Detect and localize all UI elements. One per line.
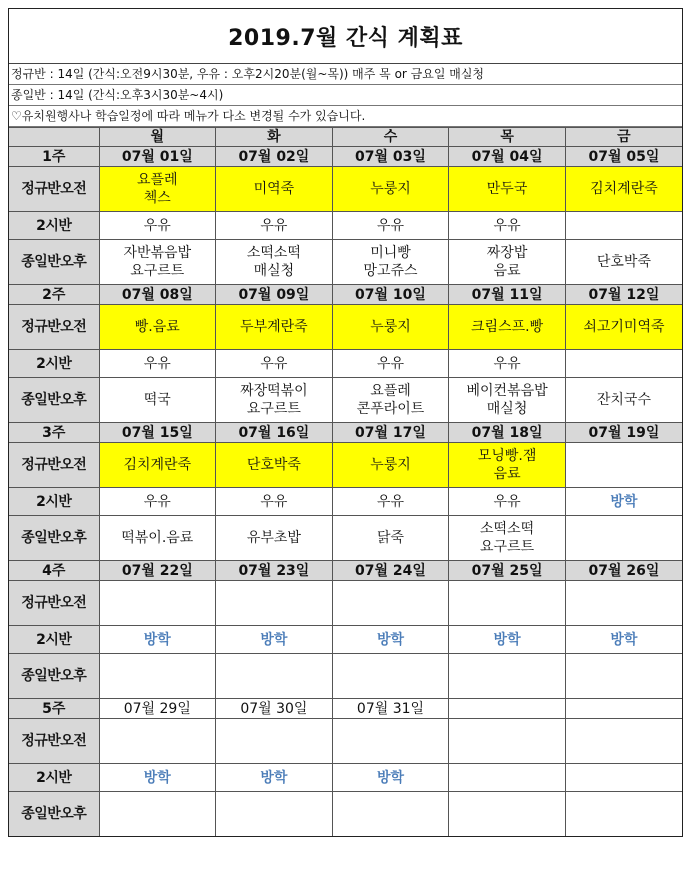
menu-cell <box>332 167 449 212</box>
menu-text: 누룽지 <box>370 457 411 473</box>
date-cell: 07월 18일 <box>449 423 566 443</box>
menu-cell <box>449 654 566 699</box>
corner-cell <box>9 128 99 147</box>
menu-text: 첵스 <box>143 190 171 206</box>
menu-text: 쇠고기미역죽 <box>583 319 665 335</box>
menu-cell <box>449 305 566 350</box>
menu-cell <box>565 305 682 350</box>
two-oclock-row <box>9 764 682 792</box>
menu-cell <box>332 626 449 654</box>
row-label: 종일반오후 <box>9 378 99 423</box>
menu-cell <box>332 488 449 516</box>
menu-text: 우유 <box>493 493 521 510</box>
row-label: 정규반오전 <box>9 581 99 626</box>
menu-text: 미역죽 <box>253 181 295 197</box>
date-cell: 07월 31일 <box>332 699 449 719</box>
menu-text: 우유 <box>143 217 171 234</box>
menu-cell <box>99 626 216 654</box>
menu-text: 떡국 <box>143 392 171 408</box>
week-label: 2주 <box>9 285 99 305</box>
morning-snack-row <box>9 719 682 764</box>
date-cell: 07월 17일 <box>332 423 449 443</box>
menu-cell <box>449 581 566 626</box>
menu-cell <box>449 167 566 212</box>
menu-cell <box>565 654 682 699</box>
menu-cell <box>99 305 216 350</box>
week-label: 5주 <box>9 699 99 719</box>
menu-text: 유부초밥 <box>246 530 301 546</box>
menu-cell <box>332 764 449 792</box>
menu-cell <box>565 350 682 378</box>
menu-text: 크림스프.빵 <box>471 319 544 335</box>
menu-text: 방학 <box>143 769 171 786</box>
menu-cell <box>99 719 216 764</box>
date-cell: 07월 01일 <box>99 147 216 167</box>
row-label: 종일반오후 <box>9 240 99 285</box>
date-cell: 07월 19일 <box>565 423 682 443</box>
menu-cell <box>565 212 682 240</box>
menu-text: 우유 <box>260 355 288 372</box>
menu-text: 모닝빵.잼 <box>477 448 537 464</box>
afternoon-snack-row <box>9 516 682 561</box>
menu-cell <box>332 581 449 626</box>
morning-snack-row <box>9 305 682 350</box>
row-label: 종일반오후 <box>9 516 99 561</box>
menu-cell <box>99 654 216 699</box>
menu-cell <box>449 764 566 792</box>
snack-plan-table <box>9 127 682 836</box>
menu-text: 우유 <box>143 355 171 372</box>
menu-text: 짜장떡볶이 <box>240 383 308 399</box>
menu-text: 요구르트 <box>480 539 535 555</box>
menu-text: 방학 <box>610 493 638 510</box>
menu-cell <box>216 626 333 654</box>
menu-cell <box>449 488 566 516</box>
menu-text: 단호박죽 <box>246 457 301 473</box>
date-cell: 07월 10일 <box>332 285 449 305</box>
row-label: 정규반오전 <box>9 719 99 764</box>
menu-cell <box>565 167 682 212</box>
menu-cell <box>99 516 216 561</box>
menu-cell <box>565 240 682 285</box>
menu-text: 우유 <box>376 493 405 510</box>
menu-cell <box>99 240 216 285</box>
week-row <box>9 699 682 719</box>
week-row <box>9 561 682 581</box>
week-row <box>9 285 682 305</box>
menu-cell <box>216 240 333 285</box>
menu-cell <box>99 350 216 378</box>
week-label: 1주 <box>9 147 99 167</box>
menu-cell <box>216 350 333 378</box>
menu-cell <box>332 516 449 561</box>
menu-cell <box>332 792 449 837</box>
info-line-notice: ♡유치원행사나 학습일정에 따라 메뉴가 다소 변경될 수가 있습니다. <box>9 106 682 127</box>
date-cell: 07월 03일 <box>332 147 449 167</box>
menu-cell <box>449 792 566 837</box>
menu-text: 방학 <box>610 631 638 648</box>
menu-cell <box>565 626 682 654</box>
menu-text: 우유 <box>376 355 405 372</box>
menu-text: 만두국 <box>486 181 528 197</box>
menu-text: 우유 <box>143 493 171 510</box>
afternoon-snack-row <box>9 654 682 699</box>
row-label: 종일반오후 <box>9 792 99 837</box>
day-header-fri: 금 <box>565 128 682 147</box>
date-cell: 07월 11일 <box>449 285 566 305</box>
menu-cell <box>216 719 333 764</box>
menu-cell <box>565 443 682 488</box>
menu-cell <box>449 350 566 378</box>
menu-cell <box>216 654 333 699</box>
date-cell: 07월 30일 <box>216 699 333 719</box>
afternoon-snack-row <box>9 792 682 837</box>
date-cell <box>449 699 566 719</box>
menu-cell <box>216 378 333 423</box>
menu-cell <box>332 212 449 240</box>
menu-text: 자반볶음밥 <box>123 245 192 261</box>
menu-cell <box>449 212 566 240</box>
menu-text: 방학 <box>493 631 521 648</box>
date-cell: 07월 09일 <box>216 285 333 305</box>
menu-text: 소떡소떡 <box>480 521 535 537</box>
date-cell <box>565 699 682 719</box>
date-cell: 07월 04일 <box>449 147 566 167</box>
date-cell: 07월 08일 <box>99 285 216 305</box>
day-header-row <box>9 128 682 147</box>
menu-text: 방학 <box>143 631 171 648</box>
menu-cell <box>332 350 449 378</box>
date-cell: 07월 12일 <box>565 285 682 305</box>
week-label: 4주 <box>9 561 99 581</box>
row-label: 2시반 <box>9 626 99 654</box>
day-header-tue: 화 <box>216 128 333 147</box>
snack-plan-sheet <box>8 8 683 837</box>
menu-cell <box>449 240 566 285</box>
menu-text: 잔치국수 <box>596 392 651 408</box>
menu-text: 매실청 <box>253 263 295 279</box>
menu-text: 두부계란죽 <box>240 319 308 335</box>
menu-text: 단호박죽 <box>596 254 651 270</box>
date-cell: 07월 26일 <box>565 561 682 581</box>
menu-text: 방학 <box>376 769 405 786</box>
menu-text: 누룽지 <box>370 319 411 335</box>
row-label: 2시반 <box>9 350 99 378</box>
row-label: 정규반오전 <box>9 443 99 488</box>
date-cell: 07월 16일 <box>216 423 333 443</box>
info-line-fullday: 종일반 : 14일 (간식:오후3시30분~4시) <box>9 85 682 106</box>
menu-cell <box>216 305 333 350</box>
menu-cell <box>216 167 333 212</box>
menu-text: 방학 <box>376 631 405 648</box>
menu-cell <box>565 792 682 837</box>
two-oclock-row <box>9 350 682 378</box>
day-header-wed: 수 <box>332 128 449 147</box>
morning-snack-row <box>9 443 682 488</box>
morning-snack-row <box>9 581 682 626</box>
two-oclock-row <box>9 212 682 240</box>
date-cell: 07월 29일 <box>99 699 216 719</box>
menu-cell <box>216 488 333 516</box>
date-cell: 07월 05일 <box>565 147 682 167</box>
menu-text: 우유 <box>493 217 521 234</box>
afternoon-snack-row <box>9 378 682 423</box>
menu-text: 요구르트 <box>246 401 301 417</box>
menu-text: 우유 <box>260 217 288 234</box>
menu-cell <box>216 212 333 240</box>
menu-cell <box>565 581 682 626</box>
menu-cell <box>449 443 566 488</box>
day-header-thu: 목 <box>449 128 566 147</box>
menu-text: 소떡소떡 <box>246 245 301 261</box>
date-cell: 07월 02일 <box>216 147 333 167</box>
menu-text: 방학 <box>260 631 288 648</box>
menu-text: 방학 <box>260 769 288 786</box>
menu-text: 우유 <box>493 355 521 372</box>
title-row <box>9 9 682 64</box>
menu-cell <box>565 378 682 423</box>
menu-cell <box>99 764 216 792</box>
menu-text: 김치계란죽 <box>590 181 658 197</box>
menu-cell <box>99 488 216 516</box>
menu-cell <box>332 719 449 764</box>
week-label: 3주 <box>9 423 99 443</box>
menu-cell <box>99 581 216 626</box>
menu-text: 망고쥬스 <box>363 263 418 279</box>
menu-text: 짜장밥 <box>486 245 528 261</box>
menu-cell <box>565 516 682 561</box>
row-label: 종일반오후 <box>9 654 99 699</box>
date-cell: 07월 24일 <box>332 561 449 581</box>
menu-text: 김치계란죽 <box>123 457 192 473</box>
menu-cell <box>99 167 216 212</box>
menu-cell <box>449 378 566 423</box>
menu-text: 누룽지 <box>370 181 411 197</box>
menu-text: 우유 <box>376 217 405 234</box>
row-label: 정규반오전 <box>9 305 99 350</box>
morning-snack-row <box>9 167 682 212</box>
two-oclock-row <box>9 488 682 516</box>
menu-cell <box>216 516 333 561</box>
menu-text: 요플레 <box>370 383 411 399</box>
menu-cell <box>449 626 566 654</box>
menu-cell <box>565 764 682 792</box>
menu-text: 요플레 <box>137 172 178 188</box>
info-line-regular: 정규반 : 14일 (간식:오전9시30분, 우유 : 오후2시20분(월~목)) 매주 목 or 금요일 매실청 <box>9 64 682 85</box>
menu-text: 베이컨볶음밥 <box>466 383 548 399</box>
menu-text: 음료 <box>493 466 521 482</box>
menu-cell <box>216 792 333 837</box>
date-cell: 07월 22일 <box>99 561 216 581</box>
row-label: 2시반 <box>9 488 99 516</box>
menu-cell <box>216 443 333 488</box>
afternoon-snack-row <box>9 240 682 285</box>
date-cell: 07월 25일 <box>449 561 566 581</box>
row-label: 정규반오전 <box>9 167 99 212</box>
day-header-mon: 월 <box>99 128 216 147</box>
menu-cell <box>332 378 449 423</box>
menu-cell <box>99 212 216 240</box>
menu-cell <box>216 764 333 792</box>
menu-text: 요구르트 <box>130 263 185 279</box>
menu-text: 닭죽 <box>376 530 405 546</box>
menu-cell <box>449 719 566 764</box>
snack-plan-body <box>9 128 682 837</box>
two-oclock-row <box>9 626 682 654</box>
menu-cell <box>99 792 216 837</box>
menu-cell <box>332 240 449 285</box>
menu-text: 우유 <box>260 493 288 510</box>
menu-cell <box>99 443 216 488</box>
menu-cell <box>332 654 449 699</box>
week-row <box>9 147 682 167</box>
menu-cell <box>99 378 216 423</box>
menu-text: 음료 <box>493 263 521 279</box>
row-label: 2시반 <box>9 212 99 240</box>
menu-cell <box>449 516 566 561</box>
menu-text: 콘푸라이트 <box>356 401 425 417</box>
page-title: 2019.7월 간식 계획표 <box>228 25 463 51</box>
menu-cell <box>332 305 449 350</box>
menu-cell <box>216 581 333 626</box>
menu-cell <box>332 443 449 488</box>
date-cell: 07월 15일 <box>99 423 216 443</box>
menu-text: 매실청 <box>486 401 528 417</box>
menu-text: 빵.음료 <box>134 319 180 335</box>
menu-text: 떡볶이.음료 <box>121 530 194 546</box>
date-cell: 07월 23일 <box>216 561 333 581</box>
row-label: 2시반 <box>9 764 99 792</box>
menu-cell <box>565 488 682 516</box>
menu-text: 미니빵 <box>370 245 411 261</box>
week-row <box>9 423 682 443</box>
menu-cell <box>565 719 682 764</box>
